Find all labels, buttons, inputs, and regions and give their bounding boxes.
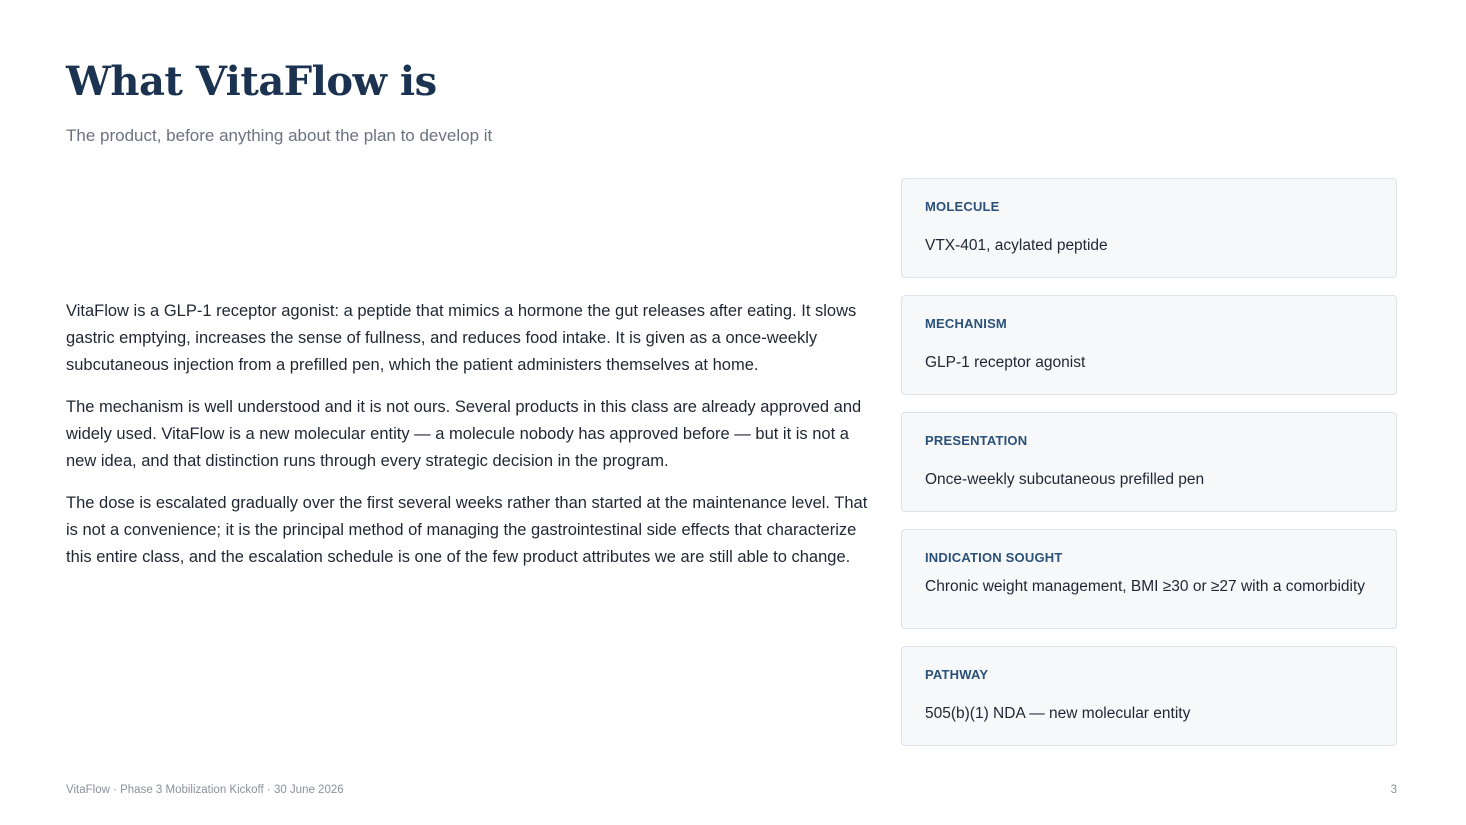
fact-card-molecule xyxy=(901,178,1397,278)
body-paragraph: The dose is escalated gradually over the first several weeks rather than started at the maintenance level. That is not a convenience; it is the principal method of managing the gastrointestinal side effects that characterize this entire class, and the escalation schedule is one of the few product attributes we are still able to change. xyxy=(66,494,868,566)
fact-value: VTX-401, acylated peptide xyxy=(925,237,1108,254)
fact-card-pathway xyxy=(901,646,1397,746)
fact-label: MECHANISM xyxy=(925,316,1007,331)
page-number: 3 xyxy=(1390,784,1397,796)
body-paragraph: VitaFlow is a GLP-1 receptor agonist: a peptide that mimics a hormone the gut releases after eating. It slows gastric emptying, increases the sense of fullness, and reduces food intake. It is given as a once-weekly subcutaneous injection from a prefilled pen, which the patient administers themselves at home. xyxy=(66,302,857,374)
fact-value: Chronic weight management, BMI ≥30 or ≥27 with a comorbidity xyxy=(925,578,1366,595)
fact-card-presentation xyxy=(901,412,1397,512)
fact-value: 505(b)(1) NDA — new molecular entity xyxy=(925,705,1191,722)
fact-label: INDICATION SOUGHT xyxy=(925,550,1063,565)
body-text xyxy=(66,298,870,586)
fact-card-mechanism xyxy=(901,295,1397,395)
body-paragraph: The mechanism is well understood and it is not ours. Several products in this class are already approved and widely used. VitaFlow is a new molecular entity — a molecule nobody has approved before — but it is not a new idea, and that distinction runs through every strategic decision in the program. xyxy=(66,398,862,470)
fact-card-indication xyxy=(901,529,1397,629)
slide-title: What VitaFlow is xyxy=(66,58,437,105)
fact-cards xyxy=(901,178,1397,763)
fact-value: Once-weekly subcutaneous prefilled pen xyxy=(925,471,1205,488)
fact-label: PATHWAY xyxy=(925,667,989,682)
footer-text: VitaFlow · Phase 3 Mobilization Kickoff · 30 June 2026 xyxy=(66,784,344,796)
fact-label: MOLECULE xyxy=(925,199,1000,214)
fact-value: GLP-1 receptor agonist xyxy=(925,354,1086,371)
slide-subtitle: The product, before anything about the plan to develop it xyxy=(66,126,493,145)
fact-label: PRESENTATION xyxy=(925,433,1028,448)
